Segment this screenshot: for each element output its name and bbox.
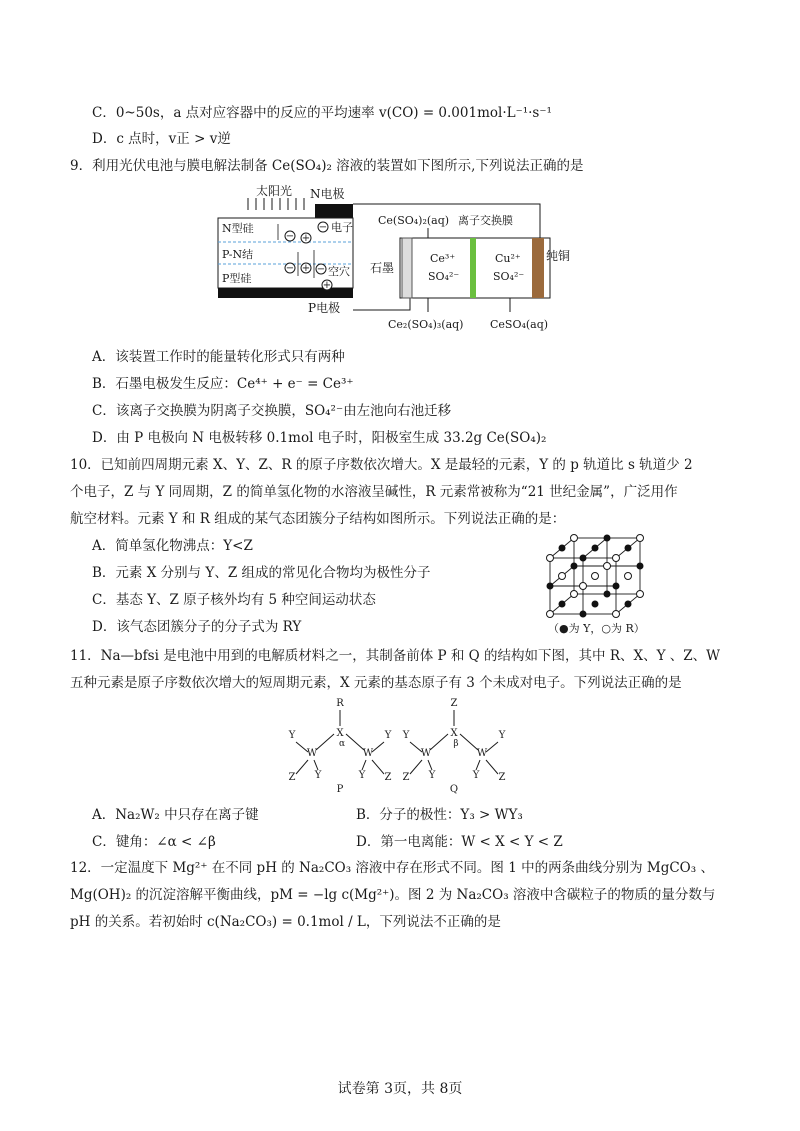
svg-text:−: − (318, 222, 328, 233)
svg-text:Y: Y (314, 770, 322, 781)
q10-option-d: D．该气态团簇分子的分子式为 RY (92, 619, 302, 635)
q11-structures-p-q (278, 694, 518, 794)
svg-text:Y: Y (358, 770, 366, 781)
q10-legend: （●为 Y，○为 R） (548, 622, 645, 635)
q10-stem-line2: 个电子，Z 与 Y 同周期，Z 的简单氢化物的水溶液呈碱性，R 元素常被称为“21 世纪金属”，广泛用作 (70, 484, 678, 500)
svg-text:Y: Y (472, 770, 480, 781)
svg-text:Y: Y (384, 730, 392, 741)
q12-stem-line2: Mg(OH)₂ 的沉淀溶解平衡曲线，pM = −lg c(Mg²⁺)。图 2 为 Na₂CO₃ 溶液中含碳粒子的物质的量分数与 (70, 887, 716, 903)
q10-option-c: C．基态 Y、Z 原子核外均有 5 种空间运动状态 (92, 592, 376, 608)
p-electrode (218, 288, 353, 298)
q11-stem-line1: 11．Na—bfsi 是电池中用到的电解质材料之一，其制备前体 P 和 Q 的结构如下图，其中 R、X、Y 、Z、W (70, 648, 721, 664)
svg-text:Z: Z (498, 772, 506, 783)
svg-text:W: W (420, 748, 432, 759)
svg-text:Y: Y (498, 730, 506, 741)
q8-option-d: D．c 点时，v正 > v逆 (92, 131, 231, 147)
svg-text:Cu²⁺: Cu²⁺ (495, 252, 521, 265)
svg-text:−: − (316, 264, 326, 275)
bottom-right-solution: CeSO₄(aq) (490, 318, 549, 331)
q10-cluster-structure (540, 532, 650, 624)
q9-electrolysis-diagram (210, 180, 570, 340)
q11-stem-line2: 五种元素是原子序数依次增大的短周期元素，X 元素的基态原子有 3 个未成对电子。下列说法正确的是 (70, 675, 682, 691)
copper-label: 纯铜 (546, 249, 570, 263)
sunlight-arrows (248, 198, 304, 210)
electron-label: 电子 (331, 221, 353, 234)
q11-option-a: A．Na₂W₂ 中只存在离子键 (92, 807, 259, 823)
svg-text:−: − (285, 231, 295, 242)
q9-option-d: D．由 P 电极向 N 电极转移 0.1mol 电子时，阳极室生成 33.2g Ce(SO₄)₂ (92, 430, 547, 446)
bottom-left-solution: Ce₂(SO₄)₃(aq) (388, 318, 464, 331)
q10-option-a: A．简单氢化物沸点：Y<Z (92, 538, 253, 554)
q11-option-d: D．第一电离能：W < X < Y < Z (356, 834, 563, 850)
svg-text:Z: Z (450, 698, 458, 709)
hole-label: 空穴 (328, 265, 350, 278)
graphite-label: 石墨 (370, 261, 395, 275)
q9-option-b: B．石墨电极发生反应：Ce⁴⁺ + e⁻ = Ce³⁺ (92, 376, 354, 392)
q8-option-c: C．0~50s，a 点对应容器中的反应的平均速率 v(CO) = 0.001mol·L⁻¹·s⁻¹ (92, 105, 552, 121)
pn-label: P-N结 (222, 248, 254, 261)
svg-text:Z: Z (384, 772, 392, 783)
q9-option-c: C．该离子交换膜为阴离子交换膜，SO₄²⁻由左池向右池迁移 (92, 403, 452, 419)
svg-text:β: β (453, 739, 459, 749)
graphite-electrode (402, 238, 412, 298)
q12-stem-line3: pH 的关系。若初始时 c(Na₂CO₃) = 0.1mol / L，下列说法不正确的是 (70, 914, 501, 930)
svg-text:SO₄²⁻: SO₄²⁻ (428, 270, 460, 283)
n-si-label: N型硅 (222, 222, 254, 235)
q10-stem-line3: 航空材料。元素 Y 和 R 组成的某气态团簇分子结构如图所示。下列说法正确的是： (70, 511, 566, 527)
svg-text:+: + (301, 233, 311, 244)
svg-text:Ce³⁺: Ce³⁺ (430, 252, 456, 265)
membrane-label: 离子交换膜 (458, 214, 513, 227)
q12-stem-line1: 12．一定温度下 Mg²⁺ 在不同 pH 的 Na₂CO₃ 溶液中存在形式不同。图 1 中的两条曲线分别为 MgCO₃ 、 (70, 860, 714, 876)
svg-text:α: α (338, 739, 346, 749)
n-electrode-label: N电极 (310, 187, 345, 201)
svg-text:W: W (362, 748, 374, 759)
svg-text:Y: Y (402, 730, 410, 741)
svg-text:X: X (336, 728, 344, 739)
q9-stem: 9．利用光伏电池与膜电解法制备 Ce(SO₄)₂ 溶液的装置如下图所示,下列说法正确的是 (70, 158, 584, 174)
q10-option-b: B．元素 X 分别与 Y、Z 组成的常见化合物均为极性分子 (92, 565, 431, 581)
svg-text:−: − (285, 263, 295, 274)
q9-option-a: A．该装置工作时的能量转化形式只有两种 (92, 349, 345, 365)
svg-text:+: + (322, 280, 332, 291)
svg-text:Y: Y (288, 730, 296, 741)
q10-stem-line1: 10．已知前四周期元素 X、Y、Z、R 的原子序数依次增大。X 是最轻的元素，Y 的 p 轨道比 s 轨道少 2 (70, 457, 693, 473)
svg-text:+: + (301, 263, 311, 274)
svg-text:P: P (336, 784, 344, 794)
wire-bottom (353, 298, 410, 310)
sunlight-label: 太阳光 (256, 184, 293, 198)
q11-option-b: B．分子的极性：Y₃ > WY₃ (356, 807, 523, 823)
svg-text:SO₄²⁻: SO₄²⁻ (493, 270, 525, 283)
n-electrode (315, 204, 353, 218)
p-si-label: P型硅 (222, 272, 252, 285)
svg-text:X: X (450, 728, 458, 739)
copper-electrode (532, 238, 544, 298)
svg-text:Z: Z (288, 772, 296, 783)
top-left-solution: Ce(SO₄)₂(aq) (378, 214, 450, 227)
page-footer: 试卷第 3页，共 8页 (337, 1081, 463, 1097)
svg-text:Y: Y (428, 770, 436, 781)
svg-text:W: W (306, 748, 318, 759)
p-electrode-label: P电极 (308, 301, 341, 315)
q11-option-c: C．键角：∠α < ∠β (92, 834, 216, 850)
svg-text:Q: Q (449, 784, 459, 794)
svg-text:R: R (336, 698, 344, 709)
svg-text:W: W (476, 748, 488, 759)
svg-text:Z: Z (402, 772, 410, 783)
ion-exchange-membrane (470, 238, 476, 298)
